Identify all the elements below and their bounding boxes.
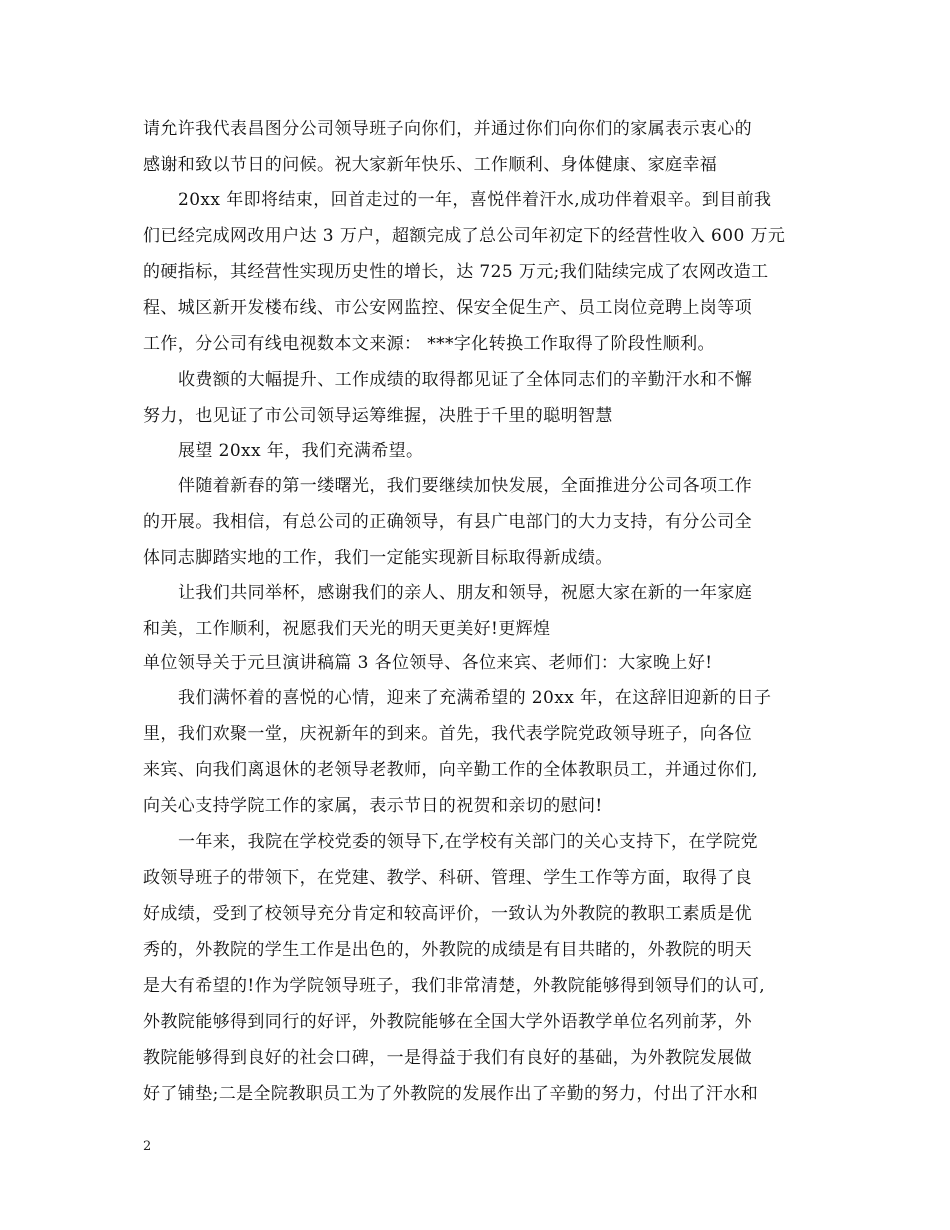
text-line: 体同志脚踏实地的工作，我们一定能实现新目标取得新成绩。 <box>143 548 613 568</box>
text-line: 努力，也见证了市公司领导运筹维握，决胜于千里的聪明智慧 <box>143 406 613 426</box>
text-line: 政领导班子的带领下，在党建、教学、科研、管理、学生工作等方面，取得了良 <box>143 868 752 888</box>
page-number: 2 <box>143 1139 152 1154</box>
text-line: 外教院能够得到同行的好评，外教院能够在全国大学外语教学单位名列前茅，外 <box>143 1012 752 1032</box>
text-line: 感谢和致以节日的问候。祝大家新年快乐、工作顺利、身体健康、家庭幸福 <box>143 155 718 175</box>
text-line: 是大有希望的!作为学院领导班子，我们非常清楚，外教院能够得到领导们的认可, <box>143 976 766 996</box>
text-line: 一年来，我院在学校党委的领导下,在学校有关部门的关心支持下，在学院党 <box>178 832 759 852</box>
text-line: 来宾、向我们离退休的老领导老教师，向辛勤工作的全体教职员工，并通过你们, <box>143 760 758 780</box>
text-line: 向关心支持学院工作的家属，表示节日的祝贺和亲切的慰问! <box>143 796 603 816</box>
text-line: 里，我们欢聚一堂，庆祝新年的到来。首先，我代表学院党政领导班子，向各位 <box>143 724 752 744</box>
section-heading: 单位领导关于元旦演讲稿篇 3 各位领导、各位来宾、老师们：大家晚上好! <box>143 653 713 673</box>
text-line: 们已经完成网改用户达 3 万户，超额完成了总公司年初定下的经营性收入 600 万元 <box>143 226 786 246</box>
text-line: 请允许我代表昌图分公司领导班子向你们，并通过你们向你们的家属表示衷心的 <box>143 119 752 139</box>
text-line: 秀的，外教院的学生工作是出色的，外教院的成绩是有目共睹的，外教院的明天 <box>143 940 752 960</box>
text-line: 和美，工作顺利，祝愿我们天光的明天更美好!更辉煌 <box>143 619 551 639</box>
text-line: 20xx 年即将结束，回首走过的一年，喜悦伴着汗水,成功伴着艰辛。到目前我 <box>178 190 772 210</box>
text-line: 展望 20xx 年，我们充满希望。 <box>178 441 424 461</box>
text-line: 程、城区新开发楼布线、市公安网监控、保安全促生产、员工岗位竞聘上岗等项 <box>143 298 752 318</box>
text-line: 的开展。我相信，有总公司的正确领导，有县广电部门的大力支持，有分公司全 <box>143 512 752 532</box>
text-line: 好成绩，受到了校领导充分肯定和较高评价，一致认为外教院的教职工素质是优 <box>143 904 752 924</box>
text-line: 好了铺垫;二是全院教职员工为了外教院的发展作出了辛勤的努力，付出了汗水和 <box>143 1084 759 1104</box>
text-line: 工作，分公司有线电视数本文来源： ***字化转换工作取得了阶段性顺利。 <box>143 334 715 354</box>
text-line: 我们满怀着的喜悦的心情，迎来了充满希望的 20xx 年，在这辞旧迎新的日子 <box>178 688 772 708</box>
text-line: 教院能够得到良好的社会口碑，一是得益于我们有良好的基础，为外教院发展做 <box>143 1048 752 1068</box>
text-line: 让我们共同举杯，感谢我们的亲人、朋友和领导，祝愿大家在新的一年家庭 <box>178 583 753 603</box>
text-line: 的硬指标，其经营性实现历史性的增长，达 725 万元;我们陆续完成了农网改造工 <box>143 262 769 282</box>
text-line: 伴随着新春的第一缕曙光，我们要继续加快发展，全面推进分公司各项工作 <box>178 476 753 496</box>
text-line: 收费额的大幅提升、工作成绩的取得都见证了全体同志们的辛勤汗水和不懈 <box>178 370 753 390</box>
